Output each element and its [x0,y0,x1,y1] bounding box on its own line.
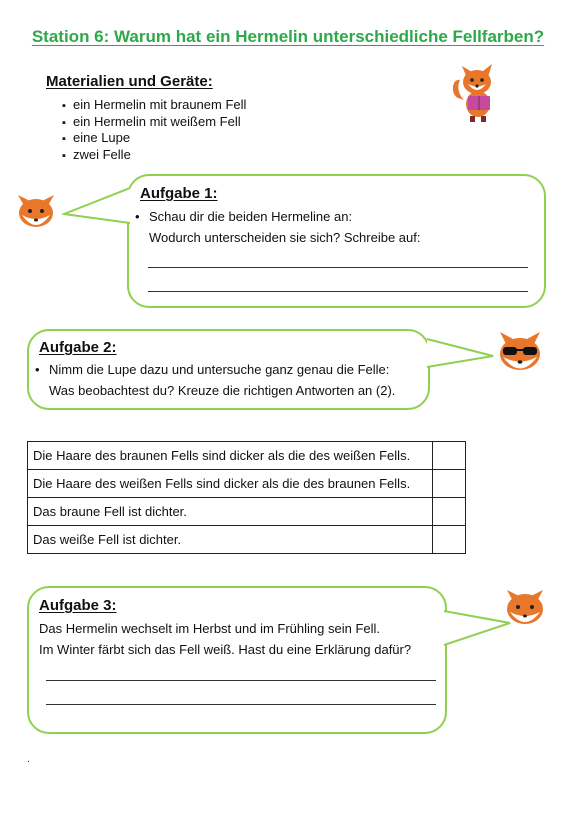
table-row [28,442,466,470]
choice-text: Die Haare des braunen Fells sind dicker als die des weißen Fells. [28,442,433,470]
task3-heading: Aufgabe 3: [39,597,117,614]
fox-head-icon [502,588,548,630]
answer-line[interactable] [46,680,436,681]
choice-text: Die Haare des weißen Fells sind dicker als die des braunen Fells. [28,470,433,498]
task2-line1: • Nimm die Lupe dazu und untersuche ganz genau die Felle: [35,359,389,380]
list-item: ▪ eine Lupe [62,130,246,147]
answer-line[interactable] [148,291,528,292]
task1-line1: • Schau dir die beiden Hermeline an: [135,206,352,227]
list-item: ▪ ein Hermelin mit weißem Fell [62,114,246,131]
page-title: Station 6: Warum hat ein Hermelin unterschiedliche Fellfarben? [31,27,545,46]
choice-text: Das weiße Fell ist dichter. [28,526,433,554]
materials-list [62,97,246,163]
choices-table [27,441,466,554]
list-item: ▪ zwei Felle [62,147,246,164]
answer-line[interactable] [148,267,528,268]
choice-checkbox[interactable] [433,498,466,526]
fox-reading-book-icon [450,58,506,124]
task1-line2: Wodurch unterscheiden sie sich? Schreibe auf: [149,230,421,245]
task2-line2: Was beobachtest du? Kreuze die richtigen Antworten an (2). [49,383,396,398]
speech-pointer [62,183,132,233]
fox-sunglasses-icon [494,330,546,378]
choice-checkbox[interactable] [433,442,466,470]
fox-head-icon [14,193,58,233]
table-row [28,498,466,526]
answer-line[interactable] [46,704,436,705]
footer-mark: . [27,754,30,765]
speech-pointer [425,335,495,375]
table-row [28,526,466,554]
choice-text: Das braune Fell ist dichter. [28,498,433,526]
table-row [28,470,466,498]
task3-line2: Im Winter färbt sich das Fell weiß. Hast du eine Erklärung dafür? [39,642,412,657]
list-item: ▪ ein Hermelin mit braunem Fell [62,97,246,114]
choice-checkbox[interactable] [433,526,466,554]
task3-line1: Das Hermelin wechselt im Herbst und im Frühling sein Fell. [39,621,381,636]
task2-heading: Aufgabe 2: [39,339,117,356]
task1-heading: Aufgabe 1: [140,185,218,202]
materials-heading: Materialien und Geräte: [46,73,213,90]
choice-checkbox[interactable] [433,470,466,498]
